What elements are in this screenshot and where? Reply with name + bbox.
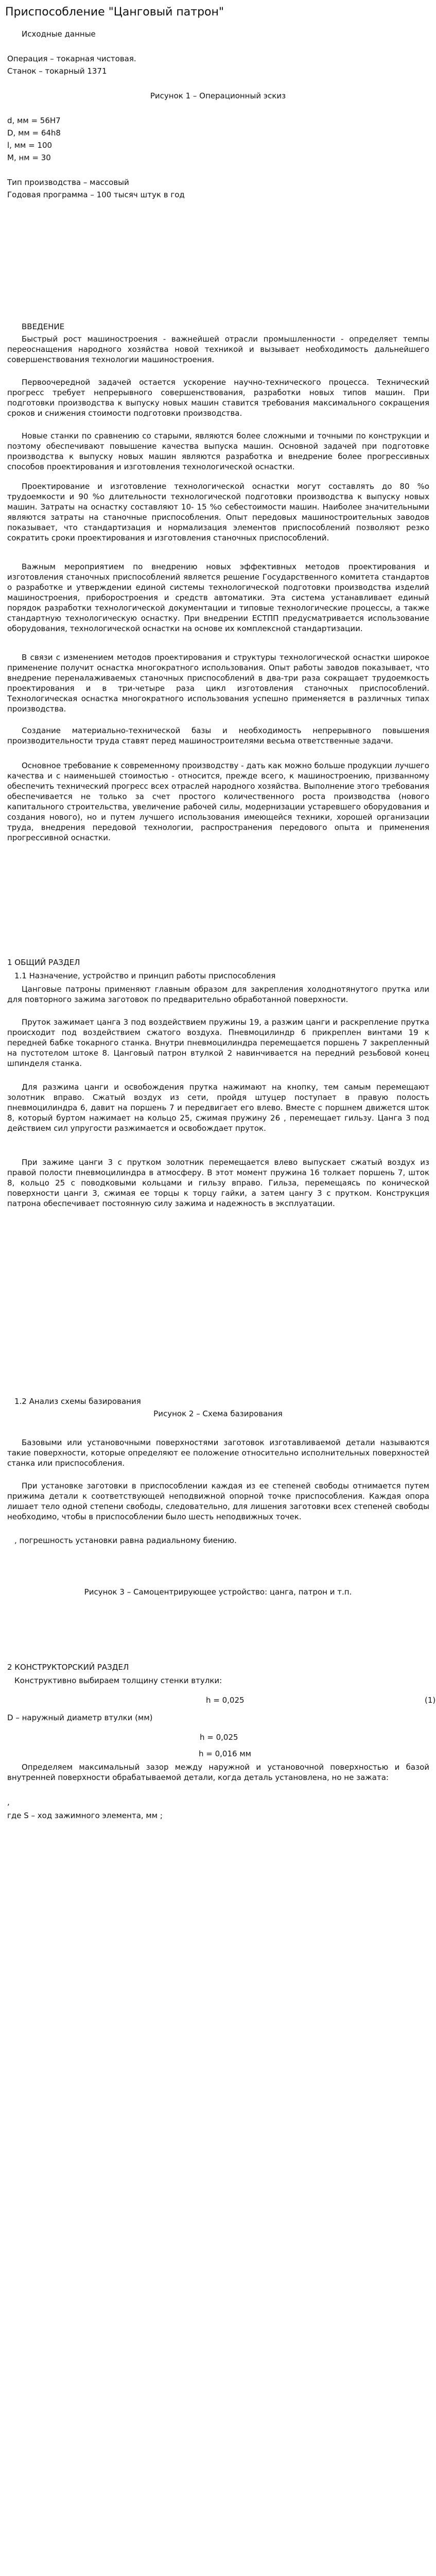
equation-3: h = 0,016 мм: [199, 1749, 251, 1758]
intro-paragraph: Быстрый рост машиностроения - важнейшей отрасли промышленности - определяет темпы переоснащения народного хозяйства новой техникой и вызывает необходимость дальнейшего совершенствования технологии машиностроения.: [7, 334, 429, 364]
section-1-1-heading: 1.1 Назначение, устройство и принцип работы приспособления: [14, 971, 276, 980]
param-l: l, мм = 100: [7, 141, 53, 150]
section-2-paragraph: Определяем максимальный зазор между наружной и установочной поверхностью и базой внутренней поверхности обрабатываемой детали, когда деталь установлена, но не зажата:: [7, 1762, 429, 1782]
param-d: d, мм = 56Н7: [7, 116, 61, 125]
operation-line: Операция – токарная чистовая.: [7, 54, 136, 63]
section-2-heading: 2 КОНСТРУКТОРСКИЙ РАЗДЕЛ: [7, 1663, 129, 1672]
section-1-2-tail: , погрешность установки равна радиальному биению.: [14, 1536, 237, 1545]
param-D: D, мм = 64h8: [7, 128, 61, 138]
intro-heading: ВВЕДЕНИЕ: [22, 322, 65, 331]
section-1-2-heading: 1.2 Анализ схемы базирования: [14, 1397, 141, 1406]
figure-1-caption: Рисунок 1 – Операционный эскиз: [150, 91, 286, 100]
equation-1: h = 0,025: [206, 1696, 245, 1705]
equation-2: h = 0,025: [200, 1733, 238, 1742]
intro-paragraph: Первоочередной задачей остается ускорение научно-технического процесса. Технический прогресс требует непрерывного совершенствования, разработки новых типов машин. При подготовки производства к выпуску новых машин ставится требования максимального сокращения сроков и снижения стоимости подготовки производства.: [7, 378, 429, 418]
section-2-line: D – наружный диаметр втулки (мм): [7, 1713, 153, 1722]
machine-line: Станок – токарный 1371: [7, 66, 107, 76]
intro-paragraph: В связи с изменением методов проектирования и структуры технологической оснастки широкое применение получит оснастка многократного использования. Опыт работы заводов показывает, что внедрение переналаживаемых станочных приспособлений в два-три раза сокращает трудоемкость проектирования и в три-четыре раза цикл изготовления станочных приспособлений. Технологическая оснастка многократного использования успешно применяется в различных типах производства.: [7, 653, 429, 714]
intro-paragraph: Создание материально-технической базы и необходимость непрерывного повышения производительности труда ставят перед машиностроителями весьма ответственные задачи.: [7, 726, 429, 745]
equation-comma: ,: [7, 1798, 10, 1807]
section-2-last-line: где S – ход зажимного элемента, мм ;: [7, 1811, 163, 1820]
section-1-2-paragraph: При установке заготовки в приспособлении каждая из ее степеней свободы отнимается путем прижима детали к соответствующей неподвижной опорной точке приспособления. Каждая опора лишает тело одной степени свободы, следовательно, для лишения заготовки всех степеней свободы необходимо, чтобы в приспособлении было шесть неподвижных точек.: [7, 1481, 429, 1521]
production-type: Тип производства – массовый: [7, 178, 129, 187]
figure-2-caption: Рисунок 2 – Схема базирования: [153, 1409, 283, 1418]
intro-paragraph: Важным мероприятием по внедрению новых эффективных методов проектирования и изготовления станочных приспособлений является решение Государственного комитета стандартов о разработке и утверждении единой системы технологической подготовки производства изделий машиностроения, приборостроения и средств автоматики. Эта система устанавливает единый порядок разработки технологической документации и типовые технологические процессы, а также стандартную технологическую оснастку. При внедрении ЕСТПП предусматривается использование оборудования, технологической оснастки на основе их комплексной стандартизации.: [7, 562, 429, 633]
section-1-1-paragraph: При зажиме цанги 3 с прутком золотник перемещается влево выпускает сжатый воздух из правой полости пневмоцилиндра в атмосферу. В этот момент пружина 16 толкает поршень 7, шток 8, кольцо 25 с поводковыми кольцами и гильзу вправо. Гильза, перемещаясь по конической поверхности цанги 3, сжимая ее торцы к торцу гайки, а затем цангу 3 с прутком. Конструкция патрона обеспечивает постоянную силу зажима и надежность в эксплуатации.: [7, 1158, 429, 1208]
param-M: M, нм = 30: [7, 153, 51, 162]
section-1-heading: 1 ОБЩИЙ РАЗДЕЛ: [7, 958, 80, 967]
source-data-heading: Исходные данные: [22, 29, 96, 39]
figure-3-caption: Рисунок 3 – Самоцентрирующее устройство: цанга, патрон и т.п.: [84, 1587, 352, 1597]
section-1-2-paragraph: Базовыми или установочными поверхностями заготовок изготавливаемой детали называются такие поверхности, которые определяют ее положение относительно исполнительных поверхностей станка или приспособления.: [7, 1438, 429, 1468]
section-2-line: Конструктивно выбираем толщину стенки втулки:: [14, 1676, 222, 1685]
intro-paragraph: Новые станки по сравнению со старыми, являются более сложными и точными по конструкции и поэтому обеспечивают повышение качества выпуска машин. Основной задачей при подготовке производства к выпуску новых машин являются разработка и внедрение более прогрессивных способов проектирования и изготовления технологической оснастки.: [7, 431, 429, 471]
section-1-1-paragraph: Для разжима цанги и освобождения прутка нажимают на кнопку, тем самым перемещают золотник вправо. Сжатый воздух из сети, пройдя штуцер поступает в правую полость пневмоцилиндра 6, давит на поршень 7 и передвигает его влево. Вместе с поршнем движется шток 8, который буртом нажимает на кольцо 25, сжимая пружину 26 , перемещает гильзу. Цанга 3 под действием сил упругости разжимается и освобождает пруток.: [7, 1082, 429, 1133]
section-1-1-paragraph: Пруток зажимает цанга 3 под воздействием пружины 19, а разжим цанги и раскрепление прутка происходит под воздействием сжатого воздуха. Пневмоцилиндр 6 прикреплен винтами 19 к передней бабке токарного станка. Внутри пневмоцилиндра перемещается поршень 7 закрепленный на пустотелом штоке 8. Цанговый патрон втулкой 2 навинчивается на передний резьбовой конец шпинделя станка.: [7, 1018, 429, 1068]
equation-number: (1): [425, 1696, 436, 1705]
intro-paragraph: Основное требование к современному производству - дать как можно больше продукции лучшего качества и с наименьшей стоимостью - относится, прежде всего, к машиностроению, призванному обеспечить технический прогресс всех отраслей народного хозяйства. Выполнение этого требования обеспечивается не только за счет простого количественного роста производства (нового капитального строительства, увеличение рабочей силы, модернизации устаревшего оборудования и создания нового), но и путем лучшего использования имеющейся техники, хорошей организации труда, внедрения передовой технологии, распространения передового опыта и применения прогрессивной оснастки.: [7, 761, 429, 842]
intro-paragraph: Проектирование и изготовление технологической оснастки могут составлять до 80 %о трудоемкости и 90 %о длительности технологической подготовки производства к выпуску новых машин. Затраты на оснастку составляют 10- 15 %о себестоимости машин. Наиболее значительными являются затраты на станочные приспособления. Опыт передовых машиностроительных заводов показывает, что стандартизация и нормализация элементов приспособлений позволяют резко сократить сроки проектирования и изготовления станочных приспособлений.: [7, 482, 429, 543]
section-1-1-paragraph: Цанговые патроны применяют главным образом для закрепления холоднотянутого прутка или для повторного зажима заготовок по предварительно обработанной поверхности.: [7, 985, 429, 1004]
document-title: Приспособление "Цанговый патрон": [5, 6, 224, 19]
annual-program: Годовая программа – 100 тысяч штук в год: [7, 190, 185, 199]
